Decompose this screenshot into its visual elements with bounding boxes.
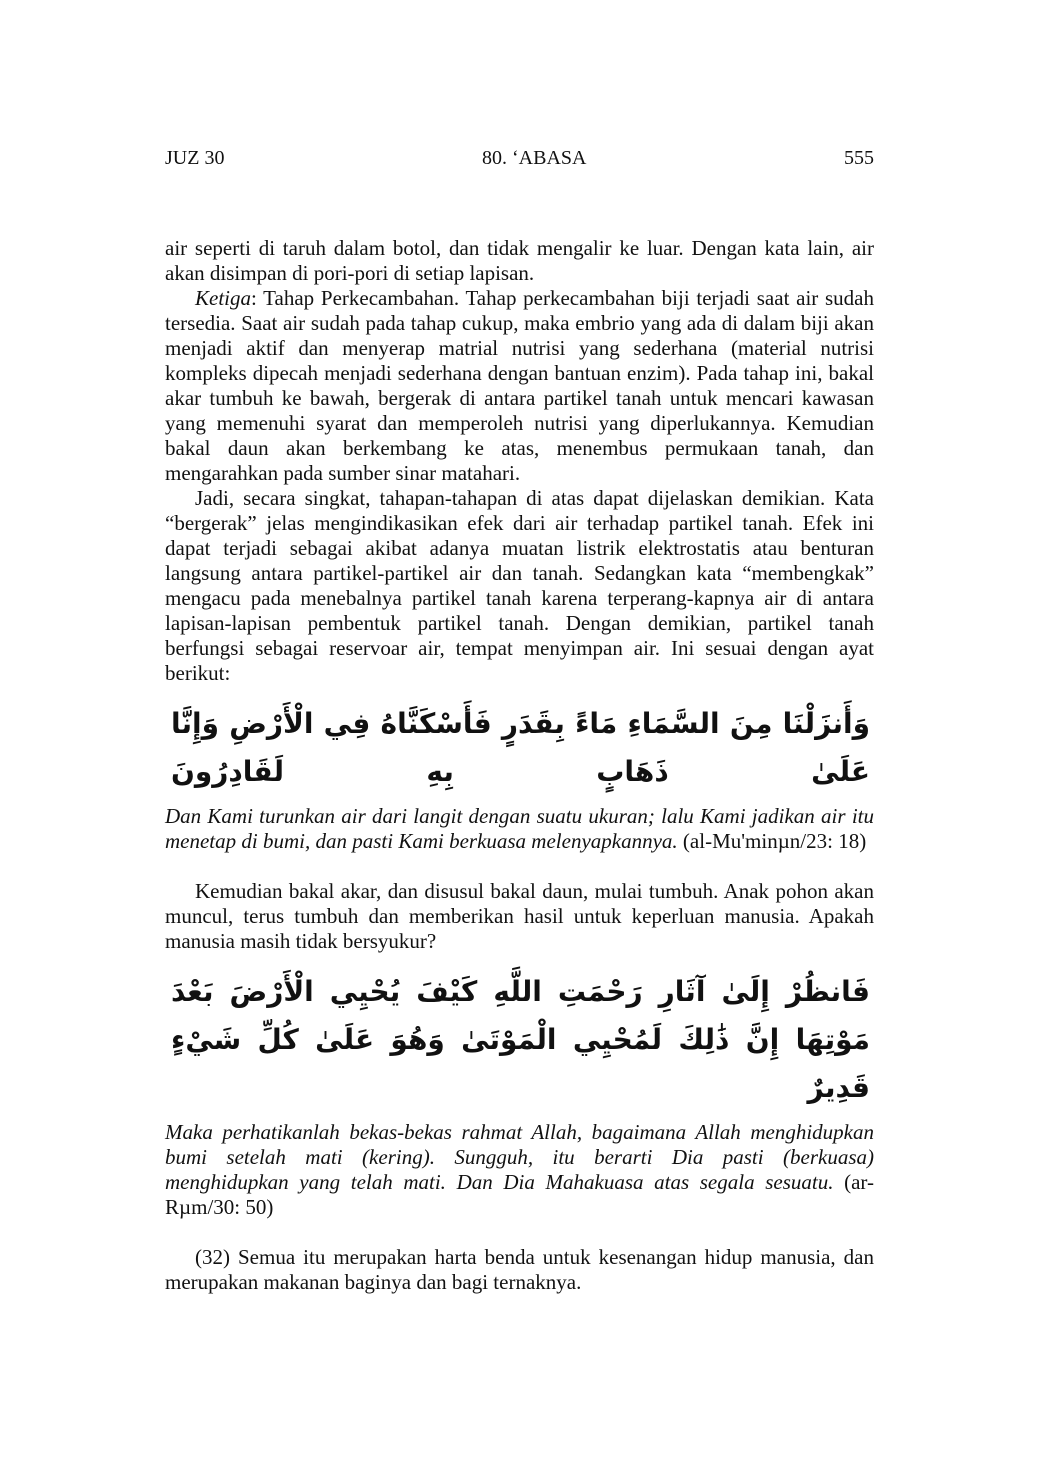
running-header-surah: 80. ‘ABASA: [482, 147, 587, 169]
paragraph: Kemudian bakal akar, dan disusul bakal daun, mulai tumbuh. Anak pohon akan muncul, terus tumbuh dan memberikan hasil untuk keperluan manusia. Apakah manusia masih tidak bersyukur?: [165, 879, 874, 953]
page-number: 555: [844, 147, 874, 169]
paragraph-lead: Ketiga: [195, 286, 251, 310]
verse-citation: (ar-Rµm/30: 50): [165, 1170, 874, 1219]
verse-citation: (al-Mu'minµn/23: 18): [682, 829, 867, 853]
arabic-verse-1: وَأَنزَلْنَا مِنَ السَّمَاءِ مَاءً بِقَدَرٍ فَأَسْكَنَّاهُ فِي الْأَرْضِ وَإِنَّا عَلَىٰ ذَهَابٍ بِهِ لَقَادِرُونَ: [171, 707, 870, 788]
verse-translation: Maka perhatikanlah bekas-bekas rahmat Allah, bagaimana Allah menghidupkan bumi setelah mati (kering). Sungguh, itu berarti Dia pasti (berkuasa) menghidupkan yang telah mati. Dan Dia Mahakuasa atas segala sesuatu.: [165, 1120, 874, 1194]
running-header: [165, 145, 874, 171]
paragraph: Jadi, secara singkat, tahapan-tahapan di atas dapat dijelaskan demikian. Kata “bergerak” jelas mengindikasikan efek dari air terhadap partikel tanah. Efek ini dapat terjadi sebagai akibat adanya muatan listrik elektrostatis atau benturan langsung antara partikel-partikel air dan tanah. Sedangkan kata “membengkak” mengacu pada menebalnya partikel tanah karena terperang-kapnya air di antara lapisan-lapisan pembentuk partikel tanah. Dengan demikian, partikel tanah berfungsi sebagai reservoar air, tempat menyimpan air. Ini sesuai dengan ayat berikut:: [165, 486, 874, 685]
body-text: [165, 236, 874, 1295]
verse-translation: Dan Kami turunkan air dari langit dengan suatu ukuran; lalu Kami jadikan air itu menetap di bumi, dan pasti Kami berkuasa melenyapkannya.: [165, 804, 874, 853]
paragraph-ketiga: [165, 286, 874, 486]
paragraph-body: : Tahap Perkecambahan. Tahap perkecambahan biji terjadi saat air sudah tersedia. Saat air sudah pada tahap cukup, maka embrio yang ada di dalam biji akan menjadi aktif dan menyerap matrial nutrisi yang sederhana (material nutrisi kompleks dipecah menjadi sederhana dengan bantuan enzim). Pada tahap ini, bakal akar tumbuh ke bawah, bergerak di antara partikel tanah untuk mencari kawasan yang memenuhi syarat dan memperoleh nutrisi yang diperlukannya. Kemudian bakal daun akan berkembang ke atas, menembus permukaan tanah, dan mengarahkan pada sumber sinar matahari.: [165, 286, 874, 485]
verse-2-translation-block: [165, 1120, 874, 1220]
arabic-verse-2: فَانظُرْ إِلَىٰ آثَارِ رَحْمَتِ اللَّهِ كَيْفَ يُحْيِي الْأَرْضَ بَعْدَ مَوْتِهَا إِنَّ ذَٰلِكَ لَمُحْيِي الْمَوْتَىٰ وَهُوَ عَلَىٰ كُلِّ شَيْءٍ قَدِيرٌ: [171, 975, 870, 1104]
paragraph: (32) Semua itu merupakan harta benda untuk kesenangan hidup manusia, dan merupakan makanan baginya dan bagi ternaknya.: [165, 1245, 874, 1294]
verse-1-translation-block: [165, 804, 874, 854]
running-header-juz: JUZ 30: [165, 147, 225, 169]
paragraph: air seperti di taruh dalam botol, dan tidak mengalir ke luar. Dengan kata lain, air akan disimpan di pori-pori di setiap lapisan.: [165, 236, 874, 285]
